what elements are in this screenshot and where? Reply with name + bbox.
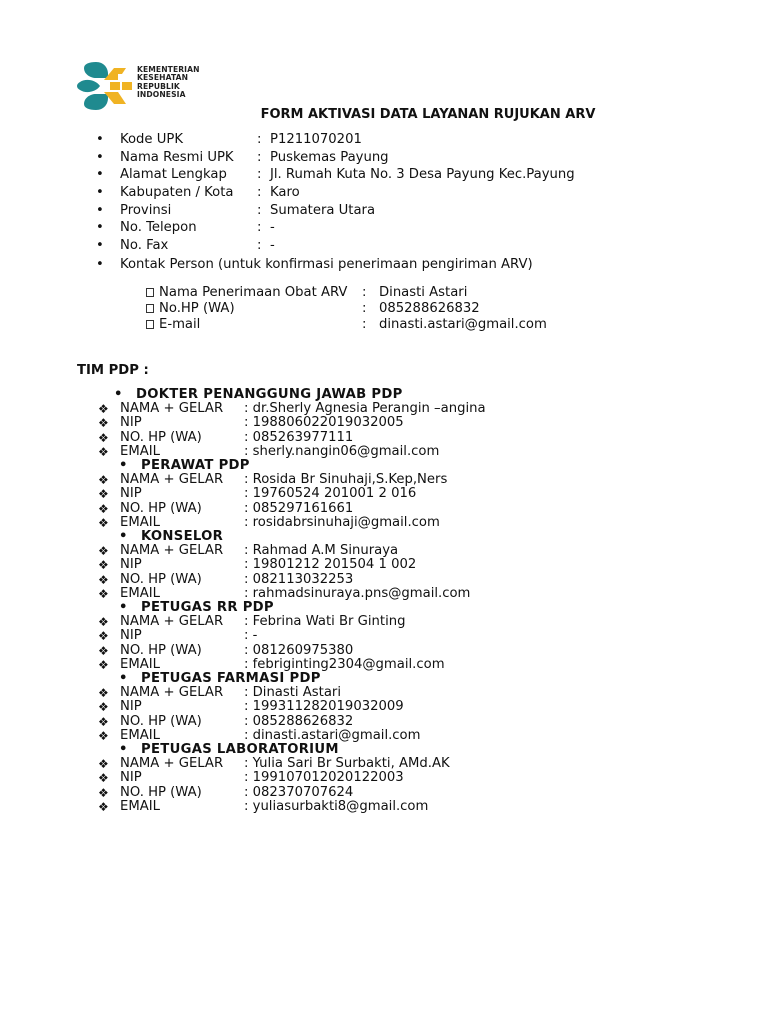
field-label: NAMA + GELAR	[120, 472, 224, 487]
field-value: : Dinasti Astari	[244, 685, 342, 700]
contact-label: Nama Penerimaan Obat ARV	[159, 285, 348, 300]
bullet-icon: •	[96, 257, 104, 272]
field-label: NO. HP (WA)	[120, 784, 202, 800]
diamond-bullet-icon: ❖	[98, 515, 109, 530]
field-value: : 085263977111	[244, 429, 354, 445]
info-label: No. Fax	[120, 238, 169, 253]
info-value: Sumatera Utara	[270, 203, 376, 218]
checkbox-icon	[146, 304, 154, 313]
logo-line: KESEHATAN	[137, 73, 189, 83]
bullet-icon: •	[119, 742, 128, 757]
field-label: EMAIL	[120, 585, 160, 601]
field-value: : Rosida Br Sinuhaji,S.Kep,Ners	[244, 472, 448, 487]
info-label: No. Telepon	[120, 220, 197, 235]
bullet-icon: •	[96, 185, 104, 200]
colon: :	[257, 220, 262, 235]
field-value: : rosidabrsinuhaji@gmail.com	[244, 514, 440, 530]
colon: :	[257, 167, 262, 182]
logo-line: KEMENTERIAN	[137, 65, 200, 74]
field-value: : febriginting2304@gmail.com	[244, 656, 445, 672]
contact-heading: Kontak Person (untuk konfirmasi penerimaan pengiriman ARV)	[120, 257, 533, 272]
field-label: NO. HP (WA)	[120, 642, 202, 658]
colon: :	[257, 238, 262, 253]
info-value: Puskemas Payung	[270, 150, 389, 165]
diamond-bullet-icon: ❖	[98, 686, 109, 700]
diamond-bullet-icon: ❖	[98, 473, 109, 487]
field-label: EMAIL	[120, 798, 160, 814]
field-value: : 199311282019032009	[244, 699, 404, 715]
diamond-bullet-icon: ❖	[98, 487, 109, 502]
field-value: : 081260975380	[244, 642, 354, 658]
contact-value: 085288626832	[379, 301, 480, 316]
field-value: : 199107012020122003	[244, 770, 404, 786]
bullet-icon: •	[96, 238, 104, 253]
diamond-bullet-icon: ❖	[98, 586, 109, 601]
checkbox-icon	[146, 320, 154, 329]
field-value: : 198806022019032005	[244, 415, 404, 431]
diamond-bullet-icon: ❖	[98, 714, 109, 729]
colon: :	[362, 317, 367, 332]
diamond-bullet-icon: ❖	[98, 416, 109, 431]
contact-value: Dinasti Astari	[379, 285, 468, 300]
contact-value: dinasti.astari@gmail.com	[379, 317, 547, 332]
section-title: PETUGAS LABORATORIUM	[141, 742, 339, 757]
colon: :	[257, 132, 262, 147]
field-label: NIP	[120, 699, 142, 715]
field-label: NAMA + GELAR	[120, 401, 224, 416]
logo-line: INDONESIA	[137, 90, 186, 100]
field-value: : 082370707624	[244, 784, 354, 800]
diamond-bullet-icon: ❖	[98, 444, 109, 459]
field-value: : Yulia Sari Br Surbakti, AMd.AK	[244, 756, 450, 771]
field-label: NIP	[120, 486, 142, 502]
contact-label: No.HP (WA)	[159, 301, 235, 316]
diamond-bullet-icon: ❖	[98, 615, 109, 629]
field-value: : 19801212 201504 1 002	[244, 557, 417, 573]
section-title: DOKTER PENANGGUNG JAWAB PDP	[136, 387, 403, 402]
contact-label: E-mail	[159, 317, 201, 332]
field-value: : -	[244, 628, 258, 644]
diamond-bullet-icon: ❖	[98, 785, 109, 800]
diamond-bullet-icon: ❖	[98, 657, 109, 672]
info-label: Nama Resmi UPK	[120, 150, 234, 165]
bullet-icon: •	[96, 150, 104, 165]
bullet-icon: •	[96, 203, 104, 218]
bullet-icon: •	[114, 387, 123, 402]
field-label: NAMA + GELAR	[120, 543, 224, 558]
field-value: : Febrina Wati Br Ginting	[244, 614, 406, 629]
diamond-bullet-icon: ❖	[98, 757, 109, 771]
colon: :	[362, 301, 367, 316]
bullet-icon: •	[119, 600, 128, 615]
field-label: EMAIL	[120, 514, 160, 530]
info-label: Provinsi	[120, 203, 172, 218]
field-value: : Rahmad A.M Sinuraya	[244, 543, 399, 558]
form-title: FORM AKTIVASI DATA LAYANAN RUJUKAN ARV	[260, 107, 596, 122]
bullet-icon: •	[119, 458, 128, 473]
field-label: NO. HP (WA)	[120, 429, 202, 445]
info-value: P1211070201	[270, 132, 362, 147]
bullet-icon: •	[96, 167, 104, 182]
diamond-bullet-icon: ❖	[98, 572, 109, 587]
section-title: PETUGAS FARMASI PDP	[141, 671, 321, 686]
field-value: : 082113032253	[244, 571, 354, 587]
field-value: : 19760524 201001 2 016	[244, 486, 417, 502]
field-value: : dr.Sherly Agnesia Perangin –angina	[244, 401, 486, 416]
field-value: : yuliasurbakti8@gmail.com	[244, 798, 429, 814]
section-title: PERAWAT PDP	[141, 458, 250, 473]
kemenkes-logo-icon	[74, 58, 134, 114]
info-value: -	[270, 220, 275, 235]
logo-line: REPUBLIK	[137, 81, 180, 91]
field-label: NO. HP (WA)	[120, 571, 202, 587]
field-label: NIP	[120, 557, 142, 573]
info-label: Kode UPK	[120, 132, 183, 147]
section-title: KONSELOR	[141, 529, 224, 544]
bullet-icon: •	[119, 671, 128, 686]
checkbox-icon	[146, 288, 154, 297]
diamond-bullet-icon: ❖	[98, 501, 109, 516]
bullet-icon: •	[119, 529, 128, 544]
field-label: EMAIL	[120, 656, 160, 672]
field-label: NO. HP (WA)	[120, 500, 202, 516]
field-value: : sherly.nangin06@gmail.com	[244, 443, 440, 459]
field-label: NAMA + GELAR	[120, 756, 224, 771]
field-label: NO. HP (WA)	[120, 713, 202, 729]
field-label: NIP	[120, 628, 142, 644]
diamond-bullet-icon: ❖	[98, 430, 109, 445]
contact-heading-row	[96, 256, 533, 274]
diamond-bullet-icon: ❖	[98, 544, 109, 558]
colon: :	[257, 203, 262, 218]
info-label: Alamat Lengkap	[120, 167, 227, 182]
info-label: Kabupaten / Kota	[120, 185, 234, 200]
field-value: : 085288626832	[244, 713, 354, 729]
diamond-bullet-icon: ❖	[98, 728, 109, 743]
diamond-bullet-icon: ❖	[98, 402, 109, 416]
field-label: EMAIL	[120, 727, 160, 743]
colon: :	[257, 185, 262, 200]
bullet-icon: •	[96, 132, 104, 147]
field-value: : 085297161661	[244, 500, 354, 516]
diamond-bullet-icon: ❖	[98, 629, 109, 644]
section-title: PETUGAS RR PDP	[141, 600, 274, 615]
diamond-bullet-icon: ❖	[98, 558, 109, 573]
field-value: : dinasti.astari@gmail.com	[244, 727, 421, 743]
diamond-bullet-icon: ❖	[98, 643, 109, 658]
field-label: NIP	[120, 415, 142, 431]
tim-pdp-heading: TIM PDP :	[77, 363, 149, 378]
field-label: NIP	[120, 770, 142, 786]
info-value: Jl. Rumah Kuta No. 3 Desa Payung Kec.Payung	[270, 167, 575, 182]
diamond-bullet-icon: ❖	[98, 700, 109, 715]
info-value: -	[270, 238, 275, 253]
diamond-bullet-icon: ❖	[98, 771, 109, 786]
logo-text	[137, 66, 200, 100]
info-value: Karo	[270, 185, 300, 200]
colon: :	[362, 285, 367, 300]
colon: :	[257, 150, 262, 165]
field-label: EMAIL	[120, 443, 160, 459]
field-label: NAMA + GELAR	[120, 685, 224, 700]
field-value: : rahmadsinuraya.pns@gmail.com	[244, 585, 471, 601]
diamond-bullet-icon: ❖	[98, 799, 109, 814]
bullet-icon: •	[96, 220, 104, 235]
field-label: NAMA + GELAR	[120, 614, 224, 629]
